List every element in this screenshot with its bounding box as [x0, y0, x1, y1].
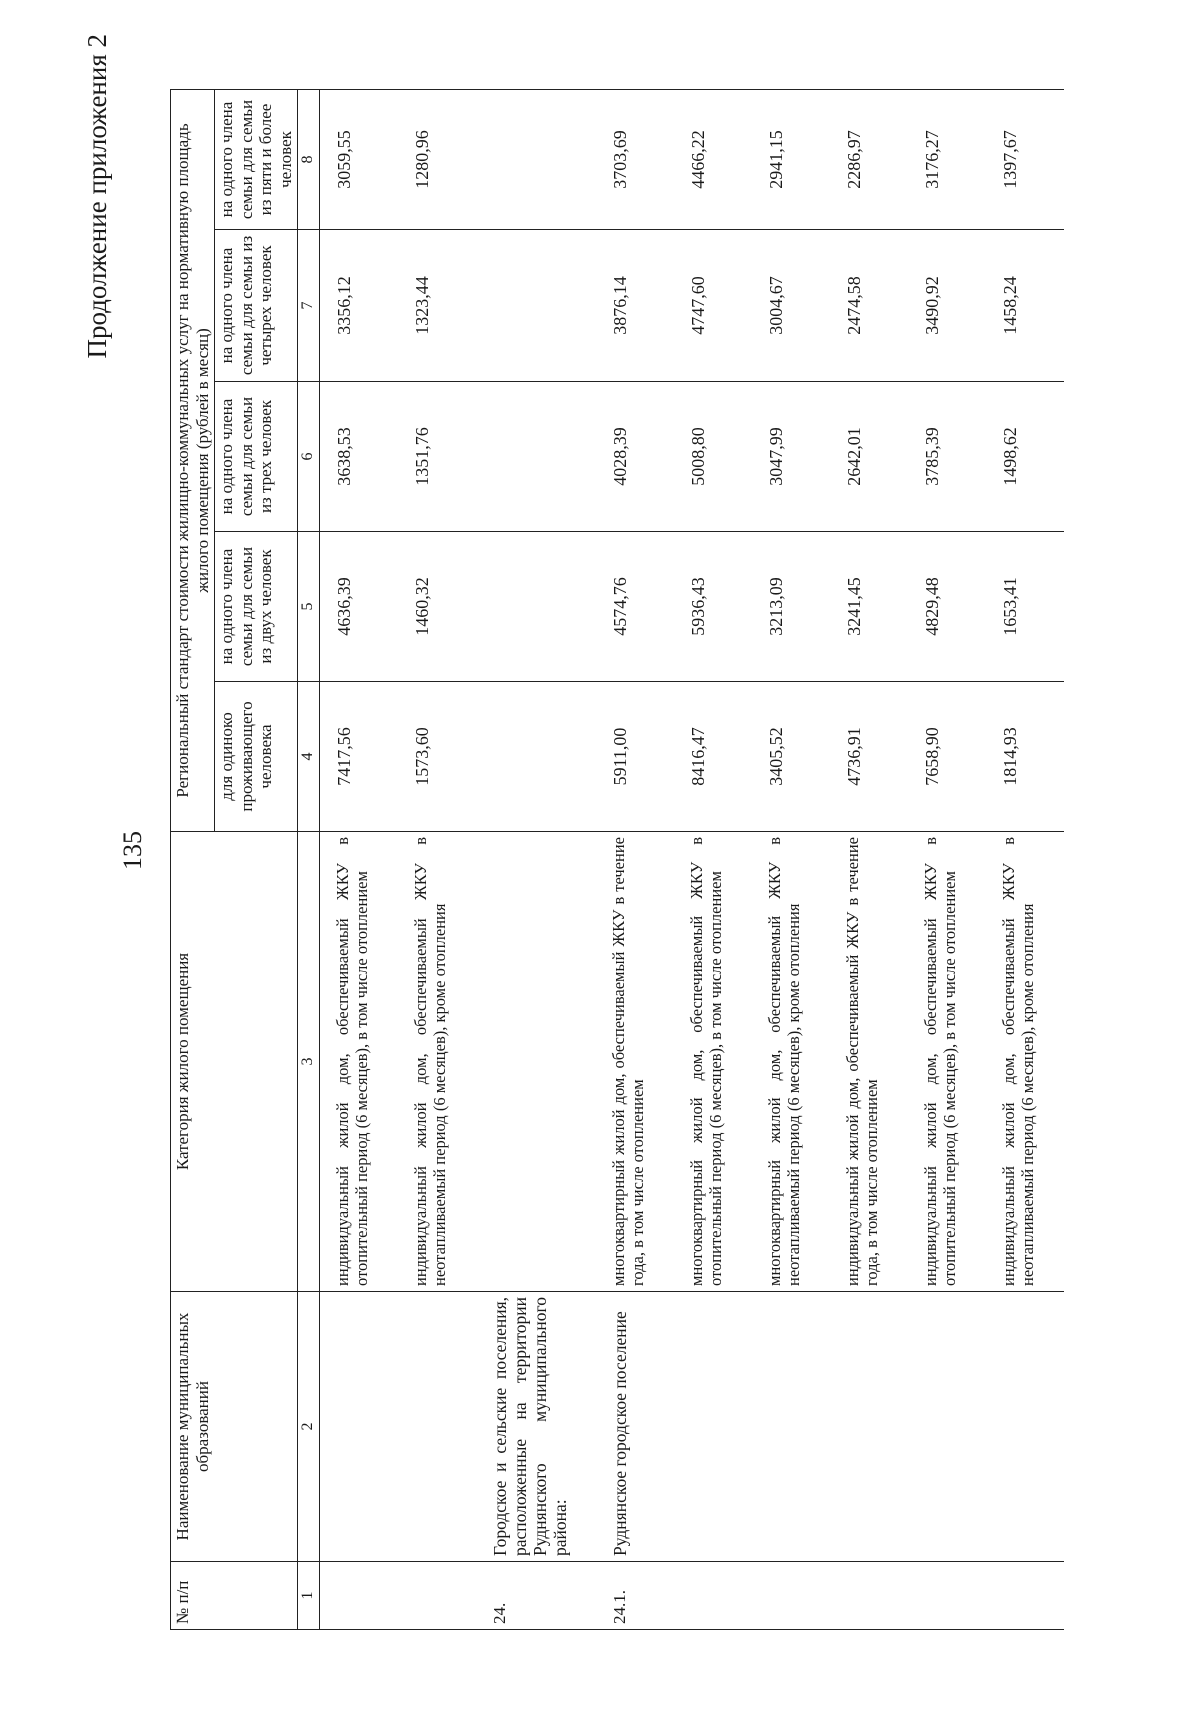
- standard-value: 4466,22: [674, 90, 752, 230]
- col-number: 3: [298, 832, 319, 1292]
- housing-category: индивидуальный жилой дом, обеспечиваемый ЖКУ в отопительный период (6 месяцев), в том числе отоплением: [908, 832, 986, 1292]
- header-name: Наименование муниципальных образований: [171, 1292, 298, 1562]
- standard-value: [476, 532, 597, 682]
- standard-value: 1814,93: [986, 682, 1064, 832]
- standard-value: 1498,62: [986, 382, 1064, 532]
- standard-value: 1280,96: [398, 90, 476, 230]
- col-number: 1: [298, 1562, 319, 1630]
- table-row: [596, 90, 674, 1630]
- header-col6: на одного члена семьи для семьи из трех человек: [215, 382, 298, 532]
- row-number: [398, 1562, 476, 1630]
- col-number: 7: [298, 230, 319, 382]
- standard-value: 5008,80: [674, 382, 752, 532]
- standard-value: [476, 382, 597, 532]
- appendix-title: Продолжение приложения 2: [82, 34, 112, 359]
- standard-value: 4747,60: [674, 230, 752, 382]
- col-number: 4: [298, 682, 319, 832]
- municipality-name: [752, 1292, 830, 1562]
- municipality-name: [319, 1292, 397, 1562]
- housing-category: индивидуальный жилой дом, обеспечиваемый ЖКУ в отопительный период (6 месяцев), в том числе отоплением: [319, 832, 397, 1292]
- table-row: [908, 90, 986, 1630]
- municipality-name: [830, 1292, 908, 1562]
- table-row: [752, 90, 830, 1630]
- row-number: [986, 1562, 1064, 1630]
- standard-value: 1460,32: [398, 532, 476, 682]
- standard-value: 3059,55: [319, 90, 397, 230]
- standard-value: 5911,00: [596, 682, 674, 832]
- header-col8: на одного члена семьи для семьи из пяти и более человек: [215, 90, 298, 230]
- standard-value: 5936,43: [674, 532, 752, 682]
- standard-value: 3703,69: [596, 90, 674, 230]
- housing-category: многоквартирный жилой дом, обеспечиваемый ЖКУ в отопительный период (6 месяцев), в том числе отоплением: [674, 832, 752, 1292]
- col-number: 6: [298, 382, 319, 532]
- row-number: 24.: [476, 1562, 597, 1630]
- row-number: [830, 1562, 908, 1630]
- table-row: [674, 90, 752, 1630]
- header-category: Категория жилого помещения: [171, 832, 298, 1292]
- row-number: [908, 1562, 986, 1630]
- row-number: [752, 1562, 830, 1630]
- municipality-name: Руднянское городское поселение: [596, 1292, 674, 1562]
- housing-category: [476, 832, 597, 1292]
- row-number: [674, 1562, 752, 1630]
- standard-value: 3241,45: [830, 532, 908, 682]
- housing-category: многоквартирный жилой дом, обеспечиваемый ЖКУ в течение года, в том числе отоплением: [596, 832, 674, 1292]
- table-row: [319, 90, 397, 1630]
- standard-value: 7417,56: [319, 682, 397, 832]
- standard-value: 3638,53: [319, 382, 397, 532]
- table-row: [830, 90, 908, 1630]
- header-group: Региональный стандарт стоимости жилищно-коммунальных услуг на нормативную площадь жилого помещения (рублей в месяц): [171, 90, 215, 832]
- row-number: 24.1.: [596, 1562, 674, 1630]
- standard-value: 2474,58: [830, 230, 908, 382]
- standard-value: 2642,01: [830, 382, 908, 532]
- standard-value: [476, 90, 597, 230]
- table-row: [398, 90, 476, 1630]
- housing-category: многоквартирный жилой дом, обеспечиваемый ЖКУ в неотапливаемый период (6 месяцев), кроме отопления: [752, 832, 830, 1292]
- standard-value: 1397,67: [986, 90, 1064, 230]
- standard-value: 7658,90: [908, 682, 986, 832]
- page-number: 135: [118, 831, 147, 870]
- standard-value: 3047,99: [752, 382, 830, 532]
- standard-value: 1573,60: [398, 682, 476, 832]
- header-col4: для одиноко проживающего человека: [215, 682, 298, 832]
- standards-table: [170, 89, 1064, 1630]
- standard-value: 4028,39: [596, 382, 674, 532]
- standard-value: 4636,39: [319, 532, 397, 682]
- standard-value: 3405,52: [752, 682, 830, 832]
- table-row: [476, 90, 597, 1630]
- standard-value: 3876,14: [596, 230, 674, 382]
- municipality-name: [674, 1292, 752, 1562]
- standard-value: 3785,39: [908, 382, 986, 532]
- municipality-name: [908, 1292, 986, 1562]
- header-num: № п/п: [171, 1562, 298, 1630]
- housing-category: индивидуальный жилой дом, обеспечиваемый ЖКУ в неотапливаемый период (6 месяцев), кроме отопления: [398, 832, 476, 1292]
- standard-value: 3356,12: [319, 230, 397, 382]
- header-col5: на одного члена семьи для семьи из двух человек: [215, 532, 298, 682]
- standard-value: 3213,09: [752, 532, 830, 682]
- table-row: [986, 90, 1064, 1630]
- standard-value: 3490,92: [908, 230, 986, 382]
- col-number: 2: [298, 1292, 319, 1562]
- standard-value: 4736,91: [830, 682, 908, 832]
- col-number: 8: [298, 90, 319, 230]
- standard-value: 4574,76: [596, 532, 674, 682]
- header-col7: на одного члена семьи для семьи из четырех человек: [215, 230, 298, 382]
- standard-value: 3004,67: [752, 230, 830, 382]
- standard-value: 1458,24: [986, 230, 1064, 382]
- standard-value: 3176,27: [908, 90, 986, 230]
- standard-value: 2941,15: [752, 90, 830, 230]
- standard-value: 1323,44: [398, 230, 476, 382]
- standard-value: 8416,47: [674, 682, 752, 832]
- row-number: [319, 1562, 397, 1630]
- col-number: 5: [298, 532, 319, 682]
- standard-value: 1351,76: [398, 382, 476, 532]
- table-body: [319, 90, 1064, 1630]
- municipality-name: [398, 1292, 476, 1562]
- standard-value: 4829,48: [908, 532, 986, 682]
- standard-value: [476, 682, 597, 832]
- municipality-name: Городское и сельские поселения, расположенные на территории Руднянского муниципального района:: [476, 1292, 597, 1562]
- standard-value: [476, 230, 597, 382]
- housing-category: индивидуальный жилой дом, обеспечиваемый ЖКУ в течение года, в том числе отоплением: [830, 832, 908, 1292]
- municipality-name: [986, 1292, 1064, 1562]
- housing-category: индивидуальный жилой дом, обеспечиваемый ЖКУ в неотапливаемый период (6 месяцев), кроме отопления: [986, 832, 1064, 1292]
- standard-value: 1653,41: [986, 532, 1064, 682]
- standard-value: 2286,97: [830, 90, 908, 230]
